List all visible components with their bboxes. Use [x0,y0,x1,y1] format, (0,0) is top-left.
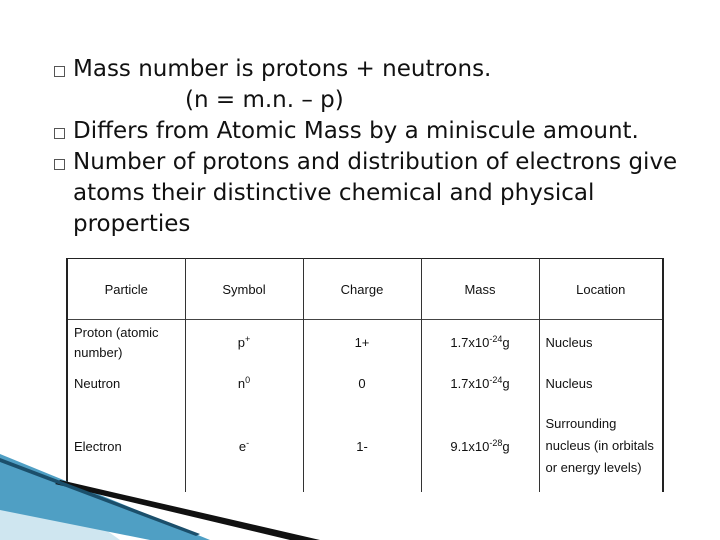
mass-unit: g [502,335,510,350]
particle-name-cell: Electron [67,400,185,492]
mass-unit: g [502,375,510,391]
mass-base: 1.7x10 [450,335,490,350]
mass-cell [421,400,539,492]
mass-cell [421,320,539,367]
symbol-superscript: + [244,334,251,344]
charge-cell: 1- [303,400,421,492]
table-row [67,366,663,400]
bullet-text: Mass number is protons + neutrons. [73,56,492,82]
bullet-box-icon [54,159,65,170]
particle-name-cell: Proton (atomic number) [67,320,185,367]
table-header-cell: Particle [67,259,185,320]
table-row [67,320,663,367]
symbol-text: n [237,375,246,391]
bullet-text: Differs from Atomic Mass by a miniscule amount. [73,118,639,144]
charge-cell: 0 [303,366,421,400]
symbol-cell [185,320,303,367]
symbol-cell [185,366,303,400]
bullet-box-icon [54,128,65,139]
symbol-text: p [237,335,245,350]
decorative-ribbon [0,437,330,540]
mass-exponent: -24 [489,334,503,344]
bullet-text: Number of protons and distribution of electrons give atoms their distinctive chemical and physical properties [73,149,678,237]
table-header-row [67,259,663,320]
mass-exponent: -28 [489,437,503,448]
bullet-item [50,147,690,240]
table-header-cell: Charge [303,259,421,320]
symbol-superscript: - [246,437,250,448]
mass-cell [421,366,539,400]
symbol-text: e [238,438,247,454]
bullet-item [50,54,690,116]
particle-name-cell: Neutron [67,366,185,400]
table-header-cell: Symbol [185,259,303,320]
bullet-box-icon [54,66,65,77]
bullet-subtext: (n = m.n. – p) [185,87,344,113]
location-cell: Surrounding nucleus (in orbitals or energy levels) [545,416,654,475]
mass-unit: g [502,438,510,454]
table-header-cell: Mass [421,259,539,320]
location-cell: Nucleus [545,375,593,391]
charge-cell: 1+ [303,320,421,367]
mass-base: 9.1x10 [450,438,490,454]
bullet-list [50,54,690,240]
mass-exponent: -24 [489,374,503,385]
mass-base: 1.7x10 [450,375,490,391]
bullet-item [50,116,690,147]
symbol-superscript: 0 [245,374,251,385]
table-header-cell: Location [576,281,626,297]
location-cell: Nucleus [545,335,593,350]
